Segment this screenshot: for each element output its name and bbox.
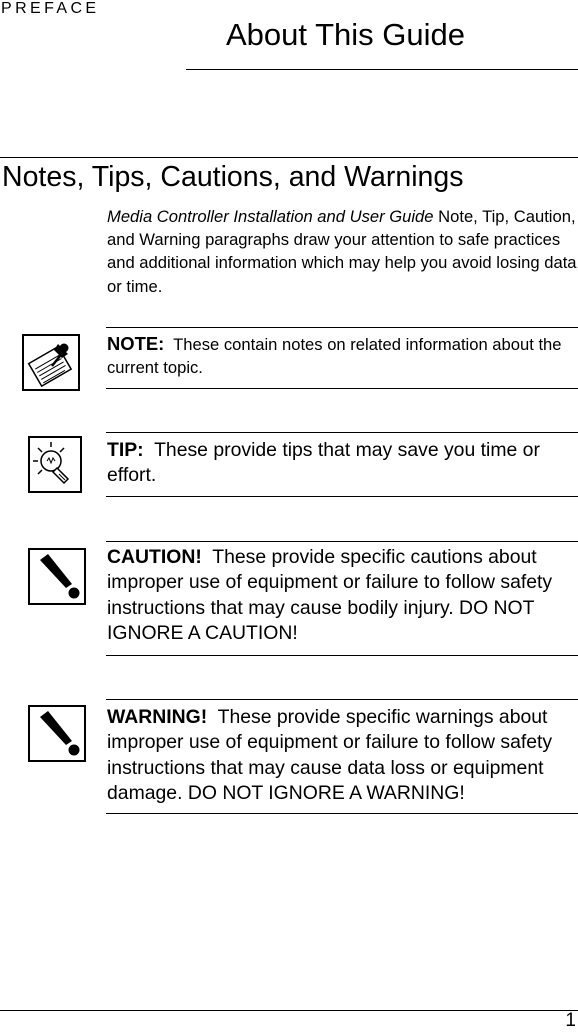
page-number: 1	[565, 1010, 576, 1031]
note-top-rule	[106, 327, 578, 328]
warning-label: WARNING!	[107, 706, 208, 728]
tip-text: These provide tips that may save you time or effort.	[107, 439, 540, 487]
intro-paragraph	[107, 205, 577, 298]
warning-bottom-rule	[106, 813, 578, 814]
tip-top-rule	[106, 432, 578, 433]
note-label: NOTE:	[107, 333, 165, 354]
tip-bottom-rule	[106, 496, 578, 497]
tip-label: TIP:	[107, 439, 144, 461]
exclamation-icon	[28, 548, 86, 605]
section-rule	[0, 157, 578, 158]
warning-callout	[107, 705, 577, 806]
exclamation-icon	[28, 705, 86, 762]
footer-rule	[0, 1010, 578, 1011]
section-title: Notes, Tips, Cautions, and Warnings	[2, 161, 464, 193]
guide-title: Media Controller Installation and User Guide	[107, 207, 434, 226]
chapter-title: About This Guide	[226, 17, 465, 52]
warning-text: These provide specific warnings about improper use of equipment or failure to follow safety instructions that may cause data loss or equipment damage. DO NOT IGNORE A WARNING!	[107, 706, 553, 804]
note-bottom-rule	[106, 388, 578, 389]
tip-callout	[107, 438, 577, 489]
pushpin-note-icon	[22, 334, 80, 391]
intro-text: Note, Tip, Caution, and Warning paragraphs draw your attention to safe practices and additional information which may help you avoid losing data or time.	[107, 207, 577, 296]
caution-callout	[107, 545, 577, 646]
running-head: PREFACE	[1, 0, 100, 17]
note-text: These contain notes on related information about the current topic.	[107, 335, 562, 378]
caution-top-rule	[106, 541, 578, 542]
caution-bottom-rule	[106, 655, 578, 656]
note-callout	[107, 332, 577, 379]
caution-label: CAUTION!	[107, 546, 202, 568]
warning-top-rule	[106, 699, 578, 700]
caution-text: These provide specific cautions about improper use of equipment or failure to follow safety instructions that may cause bodily injury. DO NOT IGNORE A CAUTION!	[107, 546, 553, 644]
lightbulb-icon	[28, 436, 82, 493]
header-rule	[186, 69, 578, 70]
